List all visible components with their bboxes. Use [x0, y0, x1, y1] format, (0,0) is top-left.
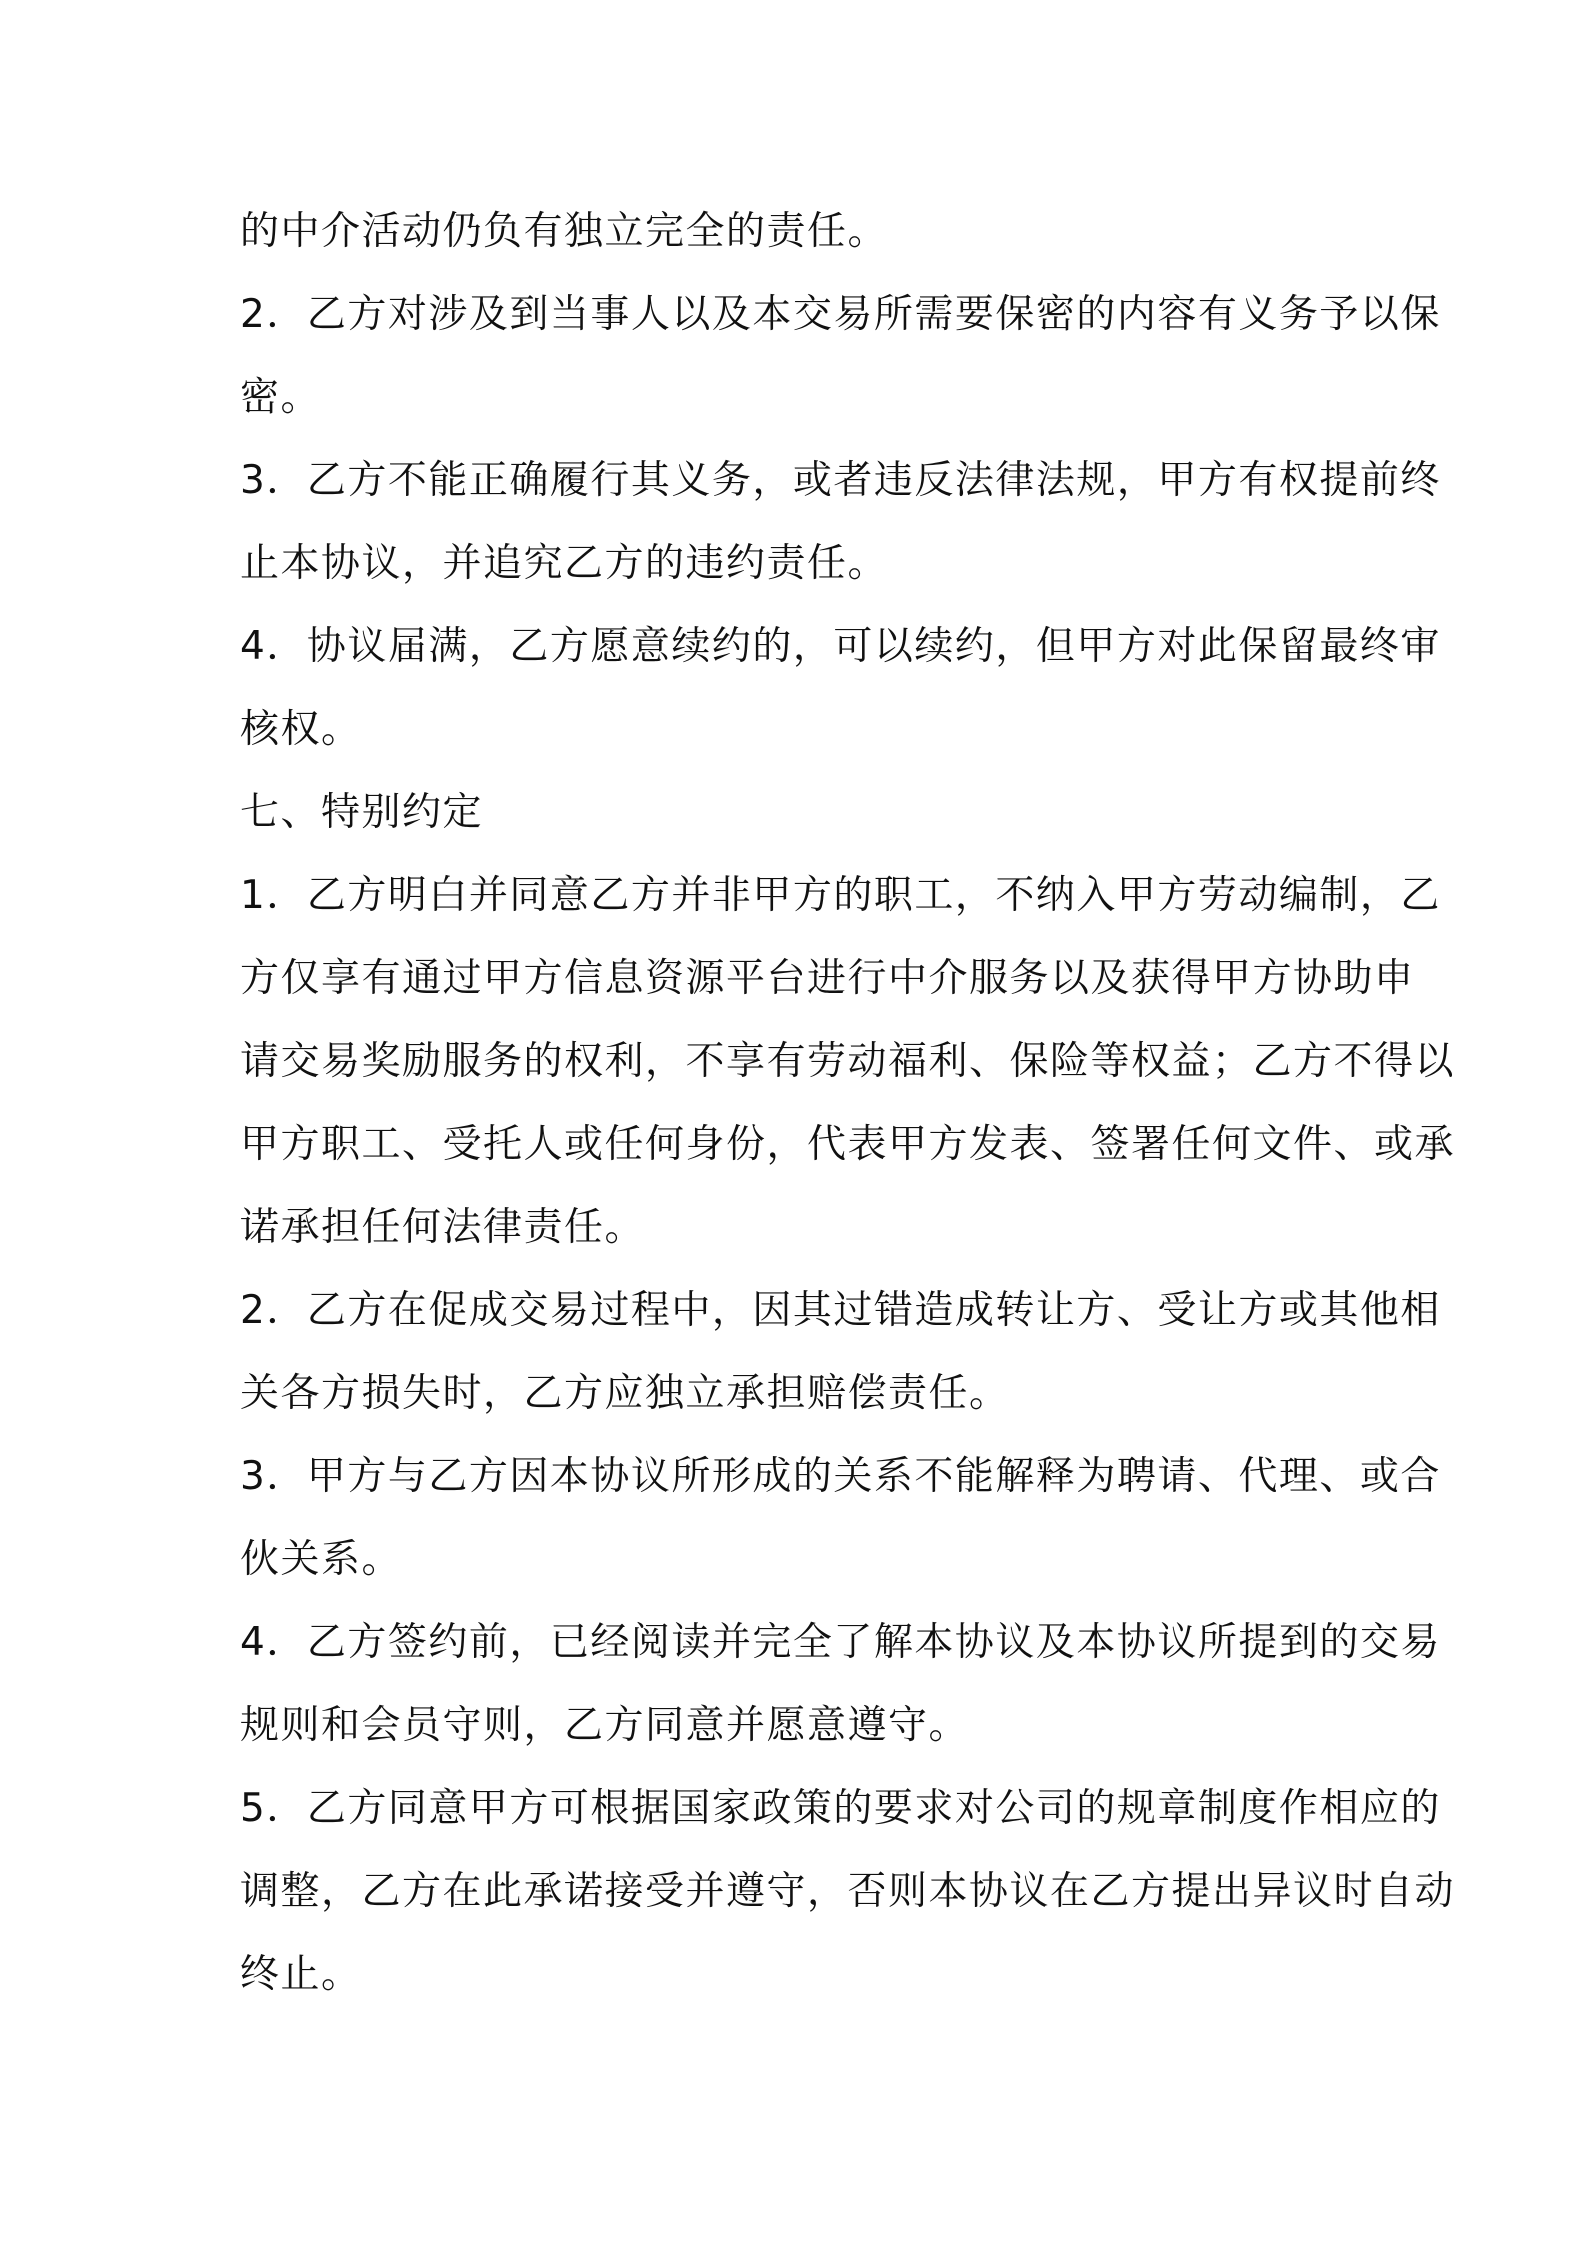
clause-7-1-line-1: 1．乙方明白并同意乙方并非甲方的职工，不纳入甲方劳动编制，乙: [240, 873, 1441, 918]
clause-6-2-line-2: 密。: [240, 375, 322, 420]
clause-7-1-line-4: 甲方职工、受托人或任何身份，代表甲方发表、签署任何文件、或承: [240, 1122, 1456, 1167]
clause-7-5-line-3: 终止。: [240, 1952, 362, 1997]
clause-6-4-line-1: 4．协议届满，乙方愿意续约的，可以续约，但甲方对此保留最终审: [240, 624, 1441, 669]
clause-7-1-line-2: 方仅享有通过甲方信息资源平台进行中介服务以及获得甲方协助申: [240, 956, 1415, 1001]
clause-6-2-line-1: 2．乙方对涉及到当事人以及本交易所需要保密的内容有义务予以保: [240, 292, 1441, 337]
clause-6-4-line-2: 核权。: [240, 707, 362, 752]
clause-7-3-line-1: 3．甲方与乙方因本协议所形成的关系不能解释为聘请、代理、或合: [240, 1454, 1441, 1499]
clause-7-4-line-1: 4．乙方签约前，已经阅读并完全了解本协议及本协议所提到的交易: [240, 1620, 1441, 1665]
clause-7-4-line-2: 规则和会员守则，乙方同意并愿意遵守。: [240, 1703, 970, 1748]
section-heading: 七、特别约定: [240, 790, 484, 835]
clause-7-3-line-2: 伙关系。: [240, 1537, 403, 1582]
clause-6-3-line-1: 3．乙方不能正确履行其义务，或者违反法律法规，甲方有权提前终: [240, 458, 1441, 503]
clause-7-1-line-5: 诺承担任何法律责任。: [240, 1205, 646, 1250]
clause-6-3-line-2: 止本协议，并追究乙方的违约责任。: [240, 541, 889, 586]
clause-7-2-line-2: 关各方损失时，乙方应独立承担赔偿责任。: [240, 1371, 1010, 1416]
clause-7-1-line-3: 请交易奖励服务的权利，不享有劳动福利、保险等权益；乙方不得以: [240, 1039, 1456, 1084]
document-page: [240, 190, 1456, 2016]
text-line: 的中介活动仍负有独立完全的责任。: [240, 209, 889, 254]
clause-7-5-line-1: 5．乙方同意甲方可根据国家政策的要求对公司的规章制度作相应的: [240, 1786, 1441, 1831]
clause-7-2-line-1: 2．乙方在促成交易过程中，因其过错造成转让方、受让方或其他相: [240, 1288, 1441, 1333]
clause-7-5-line-2: 调整，乙方在此承诺接受并遵守，否则本协议在乙方提出异议时自动: [240, 1869, 1456, 1914]
